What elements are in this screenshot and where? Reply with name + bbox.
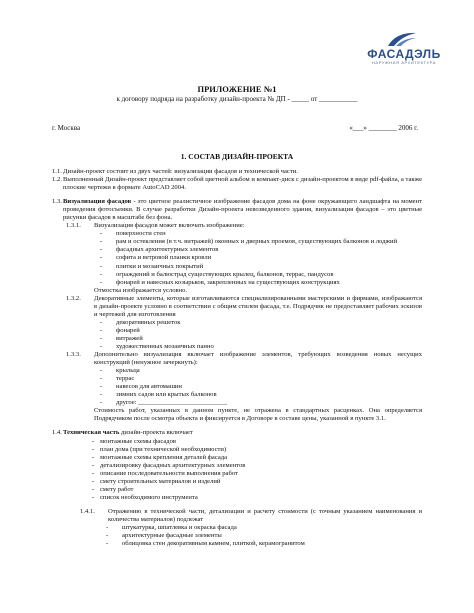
list-item: - смету работ xyxy=(92,485,134,493)
list-item: - фасадных архитектурных элементов xyxy=(100,246,219,254)
paragraph-text xyxy=(63,198,422,222)
date-label: «___» ________ 2006 г. xyxy=(349,124,418,132)
paragraph-number: 1.3.2. xyxy=(66,294,81,302)
term-description: - это цветное реалистичное изображение фасадов дома на фоне окружающего ландшафта на момент проведения фотосъемки. В случае разработки Дизайн-проекта невозведенного здания, визуализация фасадов – это цветные рисунки фасадов в масштабе без фона. xyxy=(63,198,422,222)
paragraph-1-4-1 xyxy=(80,508,422,524)
list-item: - поверхности стен xyxy=(100,230,166,238)
list-item: - декоративных решеток xyxy=(100,318,181,326)
paragraph-note: Стоимость работ, указанных в данном пункте, не отражена в стандартных расценках. Она определяется Подрядчиком после осмотра объекта и фиксируется в Договоре в составе цены, указанной в пункте 3.1. xyxy=(94,407,422,423)
list-item: - террас xyxy=(100,375,135,383)
list-item: - фонарей xyxy=(100,326,140,334)
document-subtitle: к договору подряда на разработку дизайн-проекта № ДП - _____ от ___________ xyxy=(116,95,358,103)
term-bold: Визуализация фасадов xyxy=(63,198,132,206)
city-label: г. Москва xyxy=(52,124,81,132)
paragraph-text: Отражению в технической части, детализации и расчету стоимости (с точным указанием наименования и количества материалов) подлежат xyxy=(108,507,422,523)
paragraph-1-4 xyxy=(52,429,422,437)
paragraph-note: Отмостка изображается условно. xyxy=(94,286,188,294)
list-item: - витражей xyxy=(100,334,143,342)
list-item: - монтажные схемы крепления деталей фасада xyxy=(92,453,228,461)
term-bold: Техническая часть xyxy=(63,429,120,437)
list-item: - описание последовательности выполнения работ xyxy=(92,469,238,477)
paragraph-text: Дополнительно визуализация включает изображение элементов, требующих возведения новых несущих конструкций (ненужное зачеркнуть): xyxy=(94,351,422,367)
paragraph-text xyxy=(63,429,422,437)
list-item: - монтажные схемы фасадов xyxy=(92,437,177,445)
paragraph-number: 1.4.1. xyxy=(80,507,95,515)
paragraph-1-2 xyxy=(52,176,422,192)
list-item: - художественных мозаичных панно xyxy=(100,342,214,350)
document-body xyxy=(52,168,422,548)
paragraph-number: 1.2. xyxy=(52,176,62,184)
paragraph-number: 1.1. xyxy=(52,168,62,175)
list-item: - зимних садов или крытых балконов xyxy=(100,391,217,399)
list-item: - план дома (при технической необходимости) xyxy=(92,445,227,453)
list-item: - плитки и мозаичных покрытий xyxy=(100,262,204,270)
logo-name: ФАСАДЭЛЬ xyxy=(367,47,441,61)
logo-subtitle: НАРУЖНАЯ АРХИТЕКТУРА xyxy=(371,60,437,65)
paragraph-number: 1.3.3. xyxy=(66,351,81,359)
list-item: - штукатурка, шпатлевка и окраска фасада xyxy=(106,523,237,531)
paragraph-number: 1.3. xyxy=(52,198,62,206)
list-item: - смету строительных материалов и изделий xyxy=(92,477,221,485)
list-item: - софита и ветровой планки кровли xyxy=(100,254,212,262)
paragraph-1-3-3 xyxy=(66,351,422,367)
list-item: - ограждений и балюстрад существующих крылец, балконов, террас, пандусов xyxy=(100,270,334,278)
paragraph-text: Декоративные элементы, которые изготавливаются специализированными мастерскими и фирмами, изображаются в дизайн-проекте условно в соответствии с общим стилем фасада, т.е. Подрядчик не предоставляет рабочих эскизов и чертежей для изготовления xyxy=(94,294,422,318)
term-description: дизайн-проекта включает xyxy=(119,429,193,437)
list-item: - другое: ___________________________ xyxy=(100,399,228,407)
paragraph-number: 1.4. xyxy=(52,429,62,437)
paragraph-text: Дизайн-проект состоит из двух частей: визуализации фасадов и технической части. xyxy=(63,168,298,175)
paragraph-1-3-1 xyxy=(66,222,422,230)
company-logo xyxy=(356,30,452,66)
paragraph-1-3-2 xyxy=(66,295,422,319)
paragraph-text: Выполненный Дизайн-проект представляет собой цветной альбом и компакт-диск с дизайн-проектом в виде pdf-файла, а также плоские чертежи в формате AutoCAD 2004. xyxy=(63,176,422,192)
paragraph-1-1 xyxy=(52,168,422,176)
section-title: 1. СОСТАВ ДИЗАЙН-ПРОЕКТА xyxy=(180,152,294,161)
list-item: - крыльца xyxy=(100,367,140,375)
list-item: - фонарей и навесных козырьков, закрепленных на существующих конструкциях xyxy=(100,278,340,286)
paragraph-number: 1.3.1. xyxy=(66,222,81,230)
list-item: - рам и остекления (в т.ч. витражей) оконных и дверных проемов, существующих балконов и лоджий xyxy=(100,238,398,246)
list-item: - детализировку фасадных архитектурных элементов xyxy=(92,461,246,469)
list-item: - архитектурные фасадные элементы xyxy=(106,532,222,540)
paragraph-1-3 xyxy=(52,198,422,222)
document-title: ПРИЛОЖЕНИЕ №1 xyxy=(197,84,277,94)
list-item: - список необходимого инструмента xyxy=(92,493,198,501)
paragraph-text: Визуализация фасадов может включать изображение: xyxy=(94,222,245,230)
logo-emblem-icon xyxy=(386,30,418,48)
list-item: - облицовка стен декоративным камнем, плиткой, керамогранитом xyxy=(106,540,305,548)
list-item: - навесов для автомашин xyxy=(100,383,182,391)
